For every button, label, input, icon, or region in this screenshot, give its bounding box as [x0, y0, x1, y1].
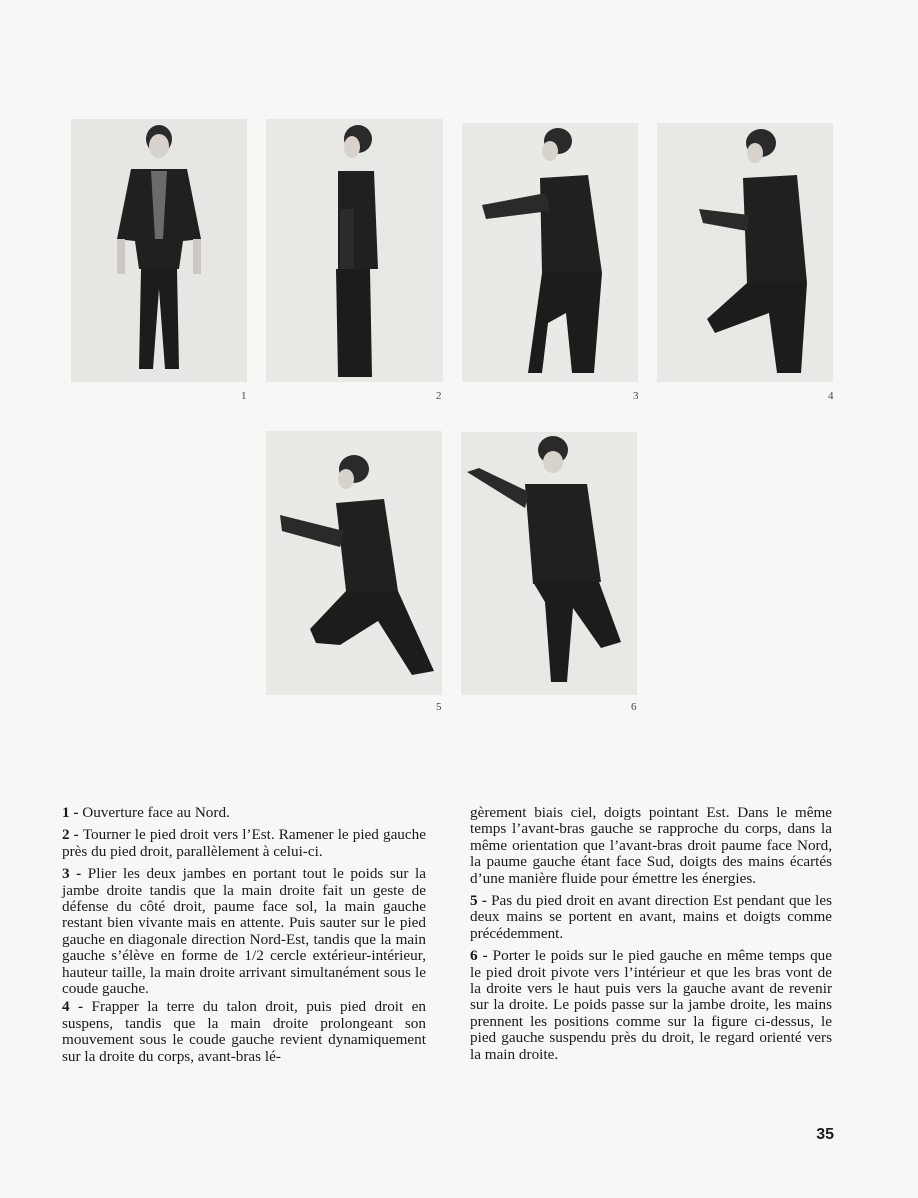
step-paragraph: 2 - Tourner le pied droit vers l’Est. Ramener le pied gauche près du pied droit, parallèlement à celui-ci.: [62, 826, 426, 860]
step-text: Plier les deux jambes en portant tout le poids sur la jambe droite tandis que la main droite fait un geste de défense du côté droit, paume face sol, la main gauche restant bien vivante mais en attente. Puis sauter sur le pied gauche en diagonale direction Nord-Est, tandis que la main gauche s’élève en forme de 1/2 cercle extérieur-intérieur, hauteur taille, la main droite arrivant simultanément sous le coude gauche.: [62, 865, 426, 998]
step-text-part2: gèrement biais ciel, doigts pointant Est. Dans le même temps l’avant-bras gauche se rapproche du corps, dans la même orientation que l’avant-bras droit paume face Nord, la paume gauche étant face Sud, doigts des mains écartés d’une manière fluide pour émettre les énergies.: [470, 804, 832, 887]
figure-number: 1: [241, 390, 247, 402]
figure-number: 4: [828, 390, 834, 402]
figure-2-illustration: [266, 119, 443, 382]
text-column-right: [470, 805, 832, 1069]
step-paragraph: 4 - Frapper la terre du talon droit, puis pied droit en suspens, tandis que la main droite prolongeant son mouvement sous le coude gauche revient dynamiquement sur la droite du corps, avant-bras lé-: [62, 998, 426, 1065]
page-number: 35: [816, 1126, 834, 1143]
photo-figure-6: [461, 432, 637, 695]
figure-number: 6: [631, 701, 637, 713]
figure-6-illustration: [461, 432, 637, 695]
figure-5-illustration: [266, 431, 442, 695]
figure-4-illustration: [657, 123, 833, 382]
step-text: Ouverture face au Nord.: [82, 804, 230, 821]
step-text-part1: Frapper la terre du talon droit, puis pied droit en suspens, tandis que la main droite prolongeant son mouvement sous le coude gauche revient dynamiquement sur la droite du corps, avant-bras lé-: [62, 998, 426, 1065]
photo-figure-1: [71, 119, 247, 382]
step-paragraph: 6 - Porter le poids sur le pied gauche en même temps que le pied droit pivote vers l’intérieur et que les bras vont de la droite vers le haut puis vers la gauche avant de revenir sur la droite. Le poids passe sur la jambe droite, les mains prennent les positions comme sur la figure ci-dessus, le pied gauche suspendu près du droit, le regard orienté vers la main droite.: [470, 947, 833, 1063]
step-number: 4: [62, 998, 70, 1016]
step-number: 2: [62, 826, 70, 844]
step-number: 3: [62, 865, 70, 883]
step-paragraph: 3 - Plier les deux jambes en portant tout le poids sur la jambe droite tandis que la main droite fait un geste de défense du côté droit, paume face sol, la main gauche restant bien vivante mais en attente. Puis sauter sur le pied gauche en diagonale direction Nord-Est, tandis que la main gauche s’élève en forme de 1/2 cercle extérieur-intérieur, hauteur taille, la main droite arrivant simultanément sous le coude gauche.: [62, 865, 426, 998]
step-number: 5: [470, 892, 478, 910]
photo-figure-2: [266, 119, 443, 382]
step-number: 1: [62, 804, 70, 821]
step-text: Tourner le pied droit vers l’Est. Ramener le pied gauche près du pied droit, parallèlement à celui-ci.: [62, 826, 426, 860]
figure-number: 5: [436, 701, 442, 713]
photo-figure-4: [657, 123, 833, 382]
photo-figure-3: [462, 123, 638, 382]
step-continuation: [470, 805, 832, 887]
figure-number: 2: [436, 390, 442, 402]
figure-1-illustration: [71, 119, 247, 382]
step-text: Porter le poids sur le pied gauche en même temps que le pied droit pivote vers l’intérieur et que les bras vont de la droite vers le haut puis vers la gauche avant de revenir sur la droite. Le poids passe sur la jambe droite, les mains prennent les positions comme sur la figure ci-dessus, le pied gauche suspendu près du droit, le regard orienté vers la main droite.: [470, 947, 833, 1063]
step-paragraph: 1 - Ouverture face au Nord.: [62, 804, 230, 821]
figure-3-illustration: [462, 123, 638, 382]
text-column-left: [62, 805, 426, 1071]
step-paragraph: 5 - Pas du pied droit en avant direction Est pendant que les deux mains se portent en avant, mains et doigts comme précédemment.: [470, 892, 832, 942]
figure-number: 3: [633, 390, 639, 402]
photo-figure-5: [266, 431, 442, 695]
step-number: 6: [470, 947, 478, 965]
step-text: Pas du pied droit en avant direction Est pendant que les deux mains se portent en avant, mains et doigts comme précédemment.: [470, 892, 832, 942]
